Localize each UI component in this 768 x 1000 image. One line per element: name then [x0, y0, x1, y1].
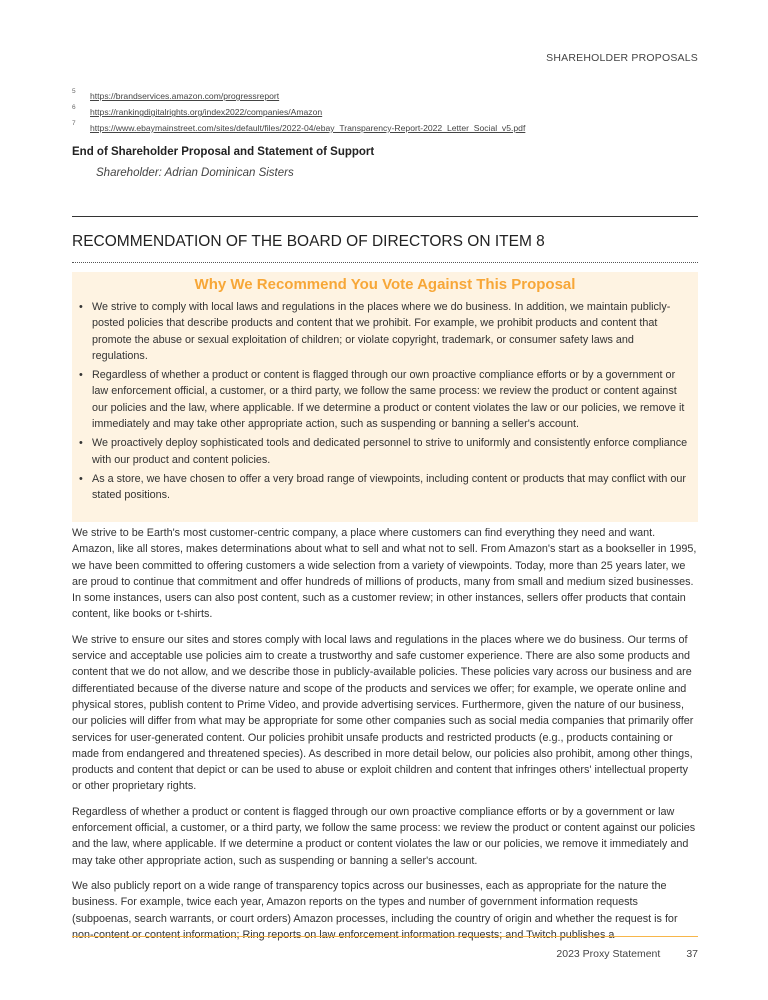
end-of-proposal-heading: End of Shareholder Proposal and Statement of Support [72, 146, 375, 158]
running-header: SHAREHOLDER PROPOSALS [546, 52, 698, 64]
paragraph: Regardless of whether a product or content is flagged through our own proactive compliance efforts or by a government or law enforcement official, a customer, or a third party, we follow the same process: we review the product or content against our policies and the law, where applicable. If we determine a product or content violates the law or our policies, we remove it immediately and may take other appropriate action, such as suspending or banning a seller's account. [72, 805, 696, 867]
bullet-item: • We proactively deploy sophisticated tools and dedicated personnel to strive to uniformly and consistently enforce compliance with our product and content policies. [92, 435, 688, 468]
footer-doc-title: 2023 Proxy Statement [556, 948, 661, 960]
paragraph: We strive to be Earth's most customer-centric company, a place where customers can find everything they need and want. Amazon, like all stores, makes determinations about what to sell and what not to sell. From Amazon's start as a bookseller in 1995, we have been committed to offering customers a wide selection from a variety of viewpoints. Today, more than 25 years later, we are proud to continue that commitment and offer hundreds of millions of products, many from small and medium sized businesses. In some instances, users can also post content, such as a customer review; in other instances, sellers offer products that contain content, like books or t-shirts. [72, 527, 697, 621]
footnote-link[interactable]: https://www.ebaymainstreet.com/sites/default/files/2022-04/ebay_Transparency-Report-2022_Letter_Social_v5.pdf [90, 123, 526, 133]
body-text [72, 525, 698, 952]
footnote-number: 7 [72, 120, 76, 127]
footnote-number: 5 [72, 88, 76, 95]
footer [556, 948, 698, 960]
bullet-item: • As a store, we have chosen to offer a very broad range of viewpoints, including content or products that may conflict with our stated positions. [92, 471, 688, 504]
footer-divider [72, 936, 698, 937]
recommendation-title: Why We Recommend You Vote Against This Proposal [194, 276, 576, 293]
shareholder-name: Shareholder: Adrian Dominican Sisters [96, 167, 294, 179]
section-divider [72, 216, 698, 217]
section-title: RECOMMENDATION OF THE BOARD OF DIRECTORS ON ITEM 8 [72, 233, 545, 250]
recommendation-bullets [72, 299, 698, 504]
dotted-divider [72, 262, 698, 263]
bullet-item: • We strive to comply with local laws and regulations in the places where we do business. In addition, we maintain publicly-posted policies that describe products and content that we prohibit. For example, we prohibit products and content that promote the abuse or sexual exploitation of children; or violate copyright, trademark, or consumer safety laws and regulations. [92, 299, 688, 364]
bullet-item: • Regardless of whether a product or content is flagged through our own proactive compliance efforts or by a government or law enforcement official, a customer, or a third party, we follow the same process: we review the product or content against our policies and the law, where applicable. If we determine a product or content violates the law or our policies, we remove it immediately and may take other appropriate action, such as suspending or banning a seller's account. [92, 367, 688, 432]
paragraph: We strive to ensure our sites and stores comply with local laws and regulations in the places where we do business. Our terms of service and acceptable use policies aim to create a trustworthy and safe customer experience. There are also some products and content that we do not allow, and we describe those in publicly-available policies. These policies vary across our business and are differentiated because of the diverse nature and scope of the products and services we offer; for example, we operate online and physical stores, publish content to Prime Video, and provide advertising services. Furthermore, given the nature of our business, our policies will differ from what may be appropriate for some other companies such as social media companies that primarily offer services for user-generated content. Our policies prohibit unsafe products and restricted products (e.g., products containing or made from endangered and threatened species). As described in more detail below, our policies also prohibit, among other things, products and content that depict or can be used to abuse or exploit children and content that infringes others' intellectual property or other proprietary rights. [72, 633, 694, 793]
footnote-number: 6 [72, 104, 76, 111]
footnote-link[interactable]: https://brandservices.amazon.com/progressreport [90, 91, 280, 101]
page-number: 37 [686, 948, 698, 960]
paragraph: We also publicly report on a wide range of transparency topics across our businesses, each as appropriate for the nature the business. For example, twice each year, Amazon reports on the types and number of government information requests (subpoenas, search warrants, or court orders) Amazon processes, including the country of origin and whether the request is for non-content or content information; Ring reports on law enforcement information requests; and Twitch publishes a [72, 879, 678, 941]
recommendation-box [72, 272, 698, 522]
footnote-link[interactable]: https://rankingdigitalrights.org/index2022/companies/Amazon [90, 107, 323, 117]
